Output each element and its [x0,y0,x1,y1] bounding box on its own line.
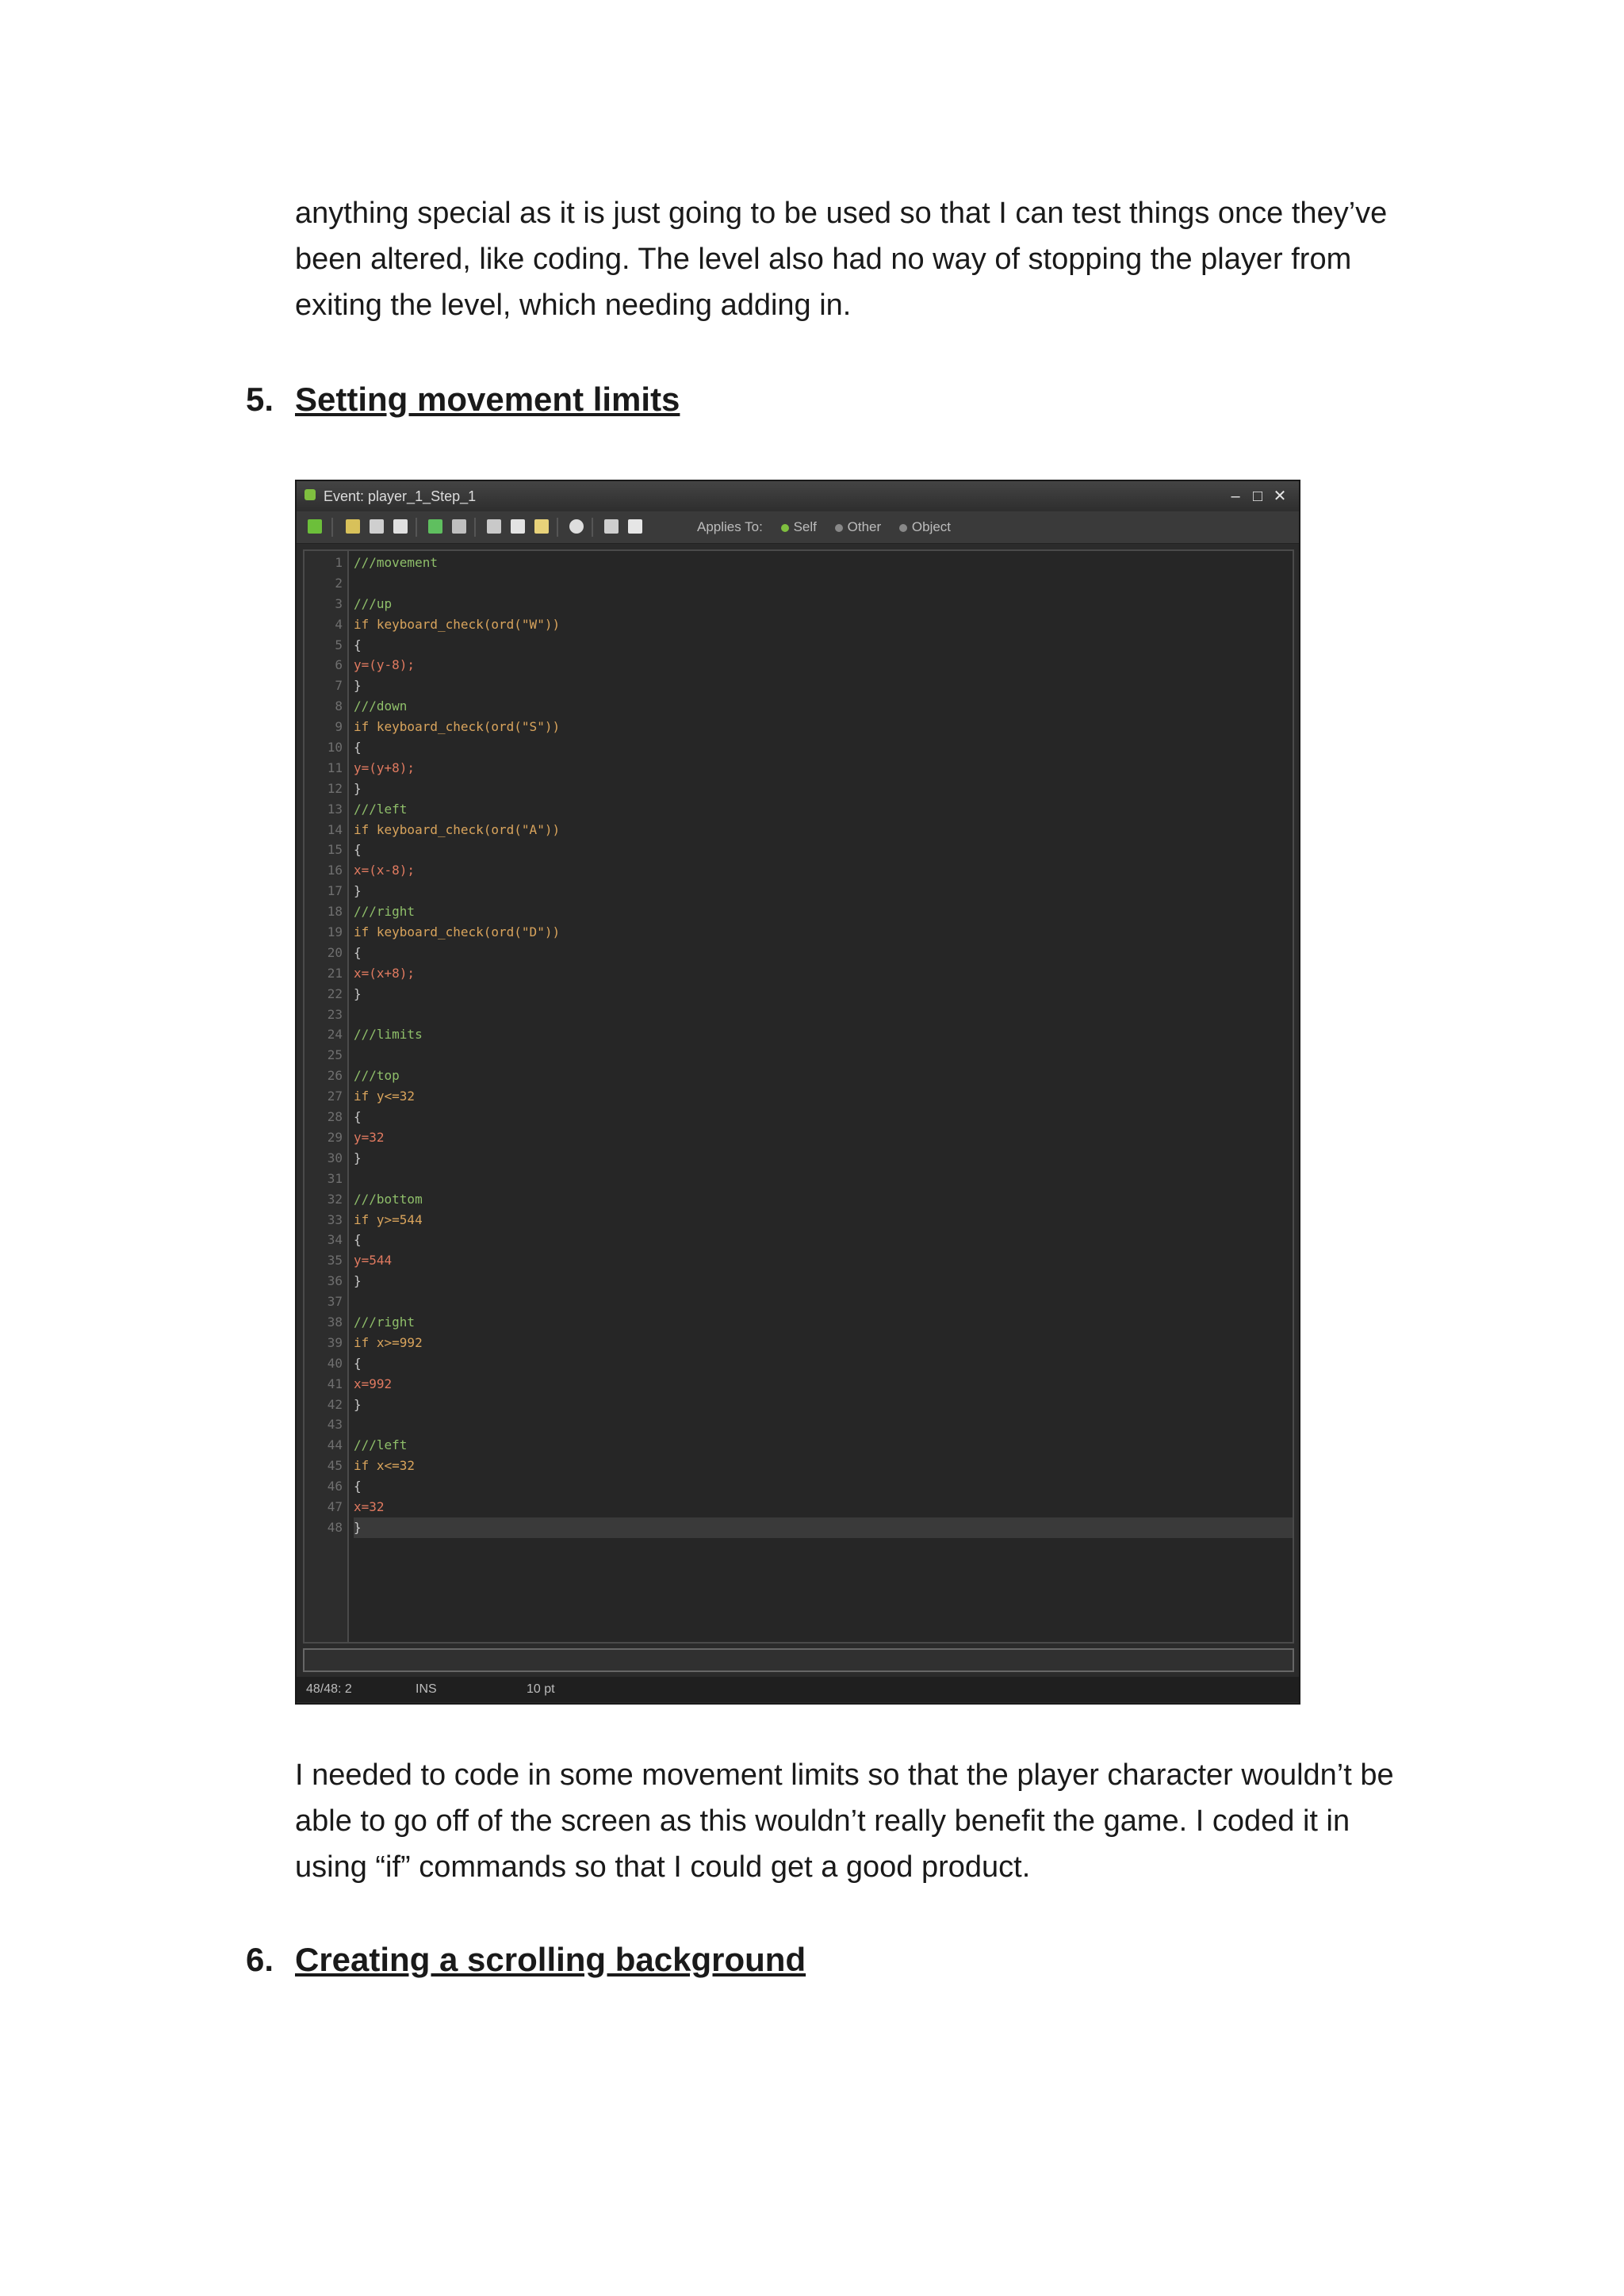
line-number: 22 [327,985,343,1001]
font-size-indicator: 10 pt [527,1682,555,1696]
code-line [354,573,1293,594]
line-number: 43 [327,1417,343,1433]
code-line: x=(x+8); [354,965,416,981]
code-line: } [354,678,362,694]
line-number: 41 [327,1376,343,1391]
intro-line: exiting the level, which needing adding in. [295,289,852,322]
redo-icon[interactable] [452,519,466,534]
line-number: 38 [327,1314,343,1330]
line-number: 8 [335,698,343,714]
line-number: 4 [335,616,343,632]
intro-line: anything special as it is just going to be used so that I can test things once they’ve [295,197,1388,230]
line-number: 30 [327,1150,343,1165]
code-line: if keyboard_check(ord("A")) [354,821,561,837]
line-number: 7 [335,678,343,694]
code-line: { [354,740,362,756]
line-number: 12 [327,780,343,796]
code-line: y=(y-8); [354,657,416,673]
window-title: Event: player_1_Step_1 [324,488,477,504]
horizontal-scrollbar[interactable] [303,1648,1294,1672]
line-number: 20 [327,944,343,960]
search-icon[interactable] [569,519,584,534]
undo-icon[interactable] [428,519,442,534]
line-number: 3 [335,595,343,611]
code-line: } [354,1396,362,1412]
applies-to-group [697,511,951,543]
code-line: ///right [354,1314,416,1330]
code-line: ///bottom [354,1191,423,1207]
section-title: Setting movement limits [295,381,680,418]
radio-object[interactable] [899,524,907,532]
code-line: y=544 [354,1253,393,1269]
code-line: ///movement [354,555,438,570]
code-line: ///left [354,801,408,817]
code-line: ///up [354,595,393,611]
code-line: { [354,1109,362,1125]
code-line: if y<=32 [354,1089,416,1104]
code-line: { [354,1479,362,1494]
line-number: 45 [327,1458,343,1474]
code-line [354,1169,1293,1189]
line-number: 27 [327,1089,343,1104]
line-number: 25 [327,1047,343,1063]
code-line: { [354,1232,362,1248]
body-line: using “if” commands so that I could get a good product. [295,1850,1031,1884]
code-line: x=(x-8); [354,863,416,878]
code-line: if keyboard_check(ord("D")) [354,924,561,940]
code-line: x=32 [354,1498,385,1514]
line-number: 11 [327,760,343,775]
line-number: 32 [327,1191,343,1207]
radio-other-label: Other [847,519,882,534]
editor-toolbar [297,511,1299,544]
line-number: 19 [327,924,343,940]
code-line: if x>=992 [354,1334,423,1350]
code-line: } [354,1150,362,1165]
radio-self[interactable] [781,524,789,532]
section-5-heading [246,381,680,419]
code-line: { [354,842,362,858]
code-line: ///limits [354,1027,423,1043]
line-number: 2 [335,575,343,591]
open-folder-icon[interactable] [346,519,360,534]
body-line: I needed to code in some movement limits so that the player character wouldn’t be [295,1758,1394,1792]
ok-check-icon[interactable] [308,519,322,534]
section-number: 6. [246,1941,274,1978]
line-number: 47 [327,1498,343,1514]
code-line: if y>=544 [354,1211,423,1227]
line-number: 6 [335,657,343,673]
insert-mode: INS [416,1682,437,1696]
code-line [354,1292,1293,1312]
code-line [354,1045,1293,1066]
code-area[interactable] [303,549,1294,1644]
status-bar [297,1677,1299,1702]
code-line: ///down [354,698,408,714]
code-line: ///top [354,1068,400,1084]
document-icon[interactable] [628,519,642,534]
line-number: 13 [327,801,343,817]
line-number: 9 [335,719,343,735]
code-line: y=(y+8); [354,760,416,775]
line-number: 37 [327,1294,343,1310]
line-number: 28 [327,1109,343,1125]
code-text[interactable] [354,553,1293,1538]
code-line [354,1414,1293,1435]
line-number: 33 [327,1211,343,1227]
code-line: if keyboard_check(ord("W")) [354,616,561,632]
window-controls [1224,481,1291,511]
code-line: { [354,1355,362,1371]
line-number: 39 [327,1334,343,1350]
line-number: 46 [327,1479,343,1494]
line-number: 34 [327,1232,343,1248]
save-icon[interactable] [370,519,384,534]
code-line: } [354,780,362,796]
line-number: 29 [327,1129,343,1145]
code-line: } [354,1273,362,1289]
code-line: ///right [354,904,416,920]
radio-other[interactable] [835,524,843,532]
code-line: { [354,637,362,652]
line-number: 44 [327,1437,343,1453]
line-number: 24 [327,1027,343,1043]
code-line [354,1004,1293,1025]
line-number: 15 [327,842,343,858]
radio-self-label: Self [793,519,817,534]
code-line: y=32 [354,1129,385,1145]
line-number: 21 [327,965,343,981]
section-title: Creating a scrolling background [295,1941,806,1978]
line-number: 35 [327,1253,343,1269]
print-icon[interactable] [393,519,408,534]
code-line: x=992 [354,1376,393,1391]
code-line: } [354,985,362,1001]
line-number: 1 [335,555,343,570]
line-number: 18 [327,904,343,920]
line-number: 26 [327,1068,343,1084]
code-line: if keyboard_check(ord("S")) [354,719,561,735]
code-line: } [354,1517,1293,1538]
line-number: 40 [327,1355,343,1371]
line-number: 5 [335,637,343,652]
line-number-gutter [304,551,349,1642]
code-line: if x<=32 [354,1458,416,1474]
app-logo-icon [304,489,316,500]
body-line: able to go off of the screen as this wouldn’t really benefit the game. I coded it in [295,1804,1350,1838]
close-icon[interactable]: ✕ [1273,488,1287,505]
radio-object-label: Object [911,519,952,534]
line-number: 17 [327,883,343,899]
line-number: 23 [327,1006,343,1022]
body-paragraph [295,1752,1421,1890]
line-number: 42 [327,1396,343,1412]
code-line: ///left [354,1437,408,1453]
minimize-icon[interactable]: – [1231,488,1240,505]
applies-to-label: Applies To: [697,519,763,534]
paste-icon[interactable] [534,519,549,534]
line-number: 31 [327,1170,343,1186]
line-number: 16 [327,863,343,878]
intro-paragraph [295,190,1421,328]
code-line: { [354,944,362,960]
line-number: 48 [327,1519,343,1535]
line-number: 14 [327,821,343,837]
code-line: } [354,883,362,899]
section-6-heading [246,1941,806,1979]
copy-icon[interactable] [511,519,525,534]
line-number: 10 [327,740,343,756]
intro-line: been altered, like coding. The level also had no way of stopping the player from [295,243,1352,276]
cursor-position: 48/48: 2 [306,1682,352,1696]
maximize-icon[interactable]: □ [1252,488,1263,505]
cut-icon[interactable] [487,519,501,534]
line-number: 36 [327,1273,343,1289]
section-number: 5. [246,381,274,418]
grid-icon[interactable] [604,519,619,534]
window-titlebar [297,481,1299,511]
code-editor-screenshot [295,480,1300,1705]
